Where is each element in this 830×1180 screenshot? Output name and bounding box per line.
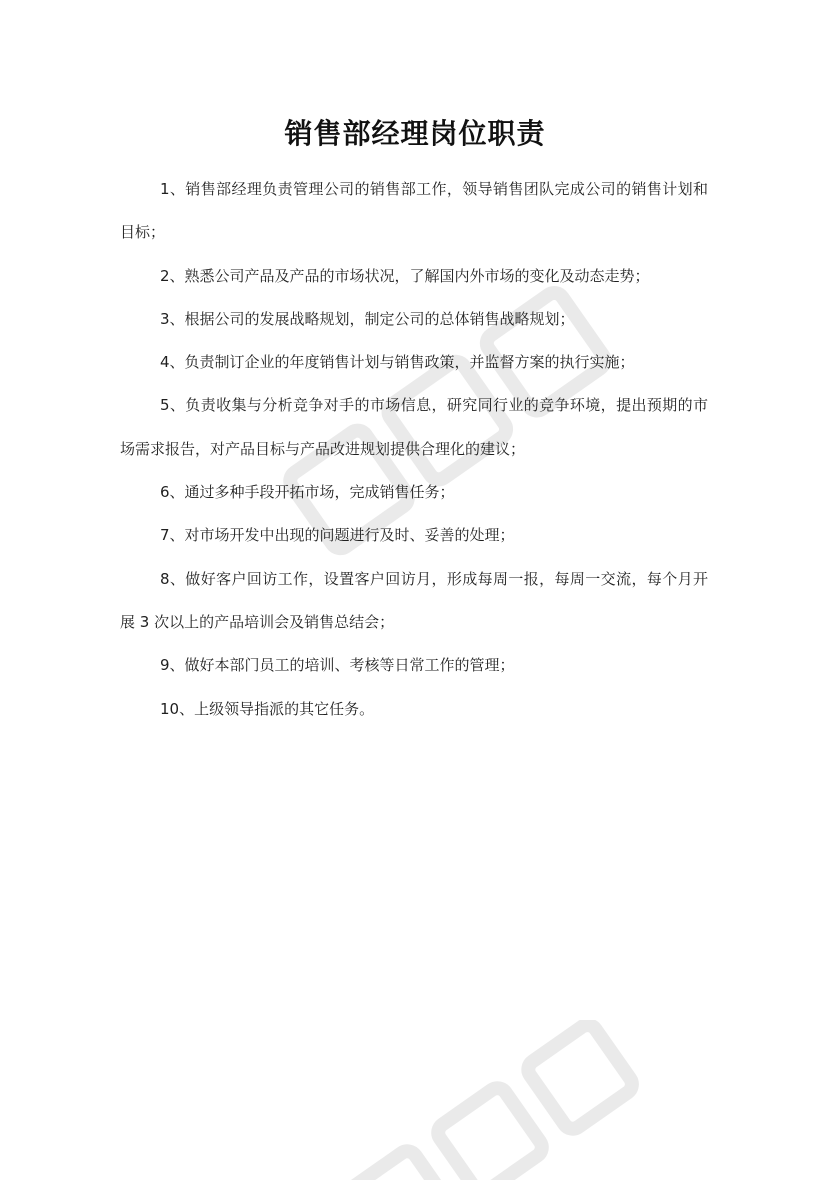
list-item: 3、根据公司的发展战略规划，制定公司的总体销售战略规划； <box>160 309 575 328</box>
responsibility-list <box>120 168 708 731</box>
list-item: 5、负责收集与分析竞争对手的市场信息，研究同行业的竞争环境，提出预期的市场需求报告，对产品目标与产品改进规划提供合理化的建议； <box>120 396 708 458</box>
watermark-logo-bottom <box>300 1020 680 1180</box>
page-title: 销售部经理岗位职责 <box>284 117 546 150</box>
list-item: 8、做好客户回访工作，设置客户回访月，形成每周一报，每周一交流，每个月开展 3 次以上的产品培训会及销售总结会； <box>120 569 708 631</box>
list-item: 10、上级领导指派的其它任务。 <box>160 699 375 718</box>
list-item: 1、销售部经理负责管理公司的销售部工作，领导销售团队完成公司的销售计划和目标； <box>120 180 708 242</box>
list-item: 9、做好本部门员工的培训、考核等日常工作的管理； <box>160 656 515 675</box>
list-item: 4、负责制订企业的年度销售计划与销售政策，并监督方案的执行实施； <box>160 353 635 372</box>
list-item: 6、通过多种手段开拓市场，完成销售任务； <box>160 483 455 502</box>
list-item: 7、对市场开发中出现的问题进行及时、妥善的处理； <box>160 526 515 545</box>
list-item: 2、熟悉公司产品及产品的市场状况，了解国内外市场的变化及动态走势； <box>160 266 650 285</box>
